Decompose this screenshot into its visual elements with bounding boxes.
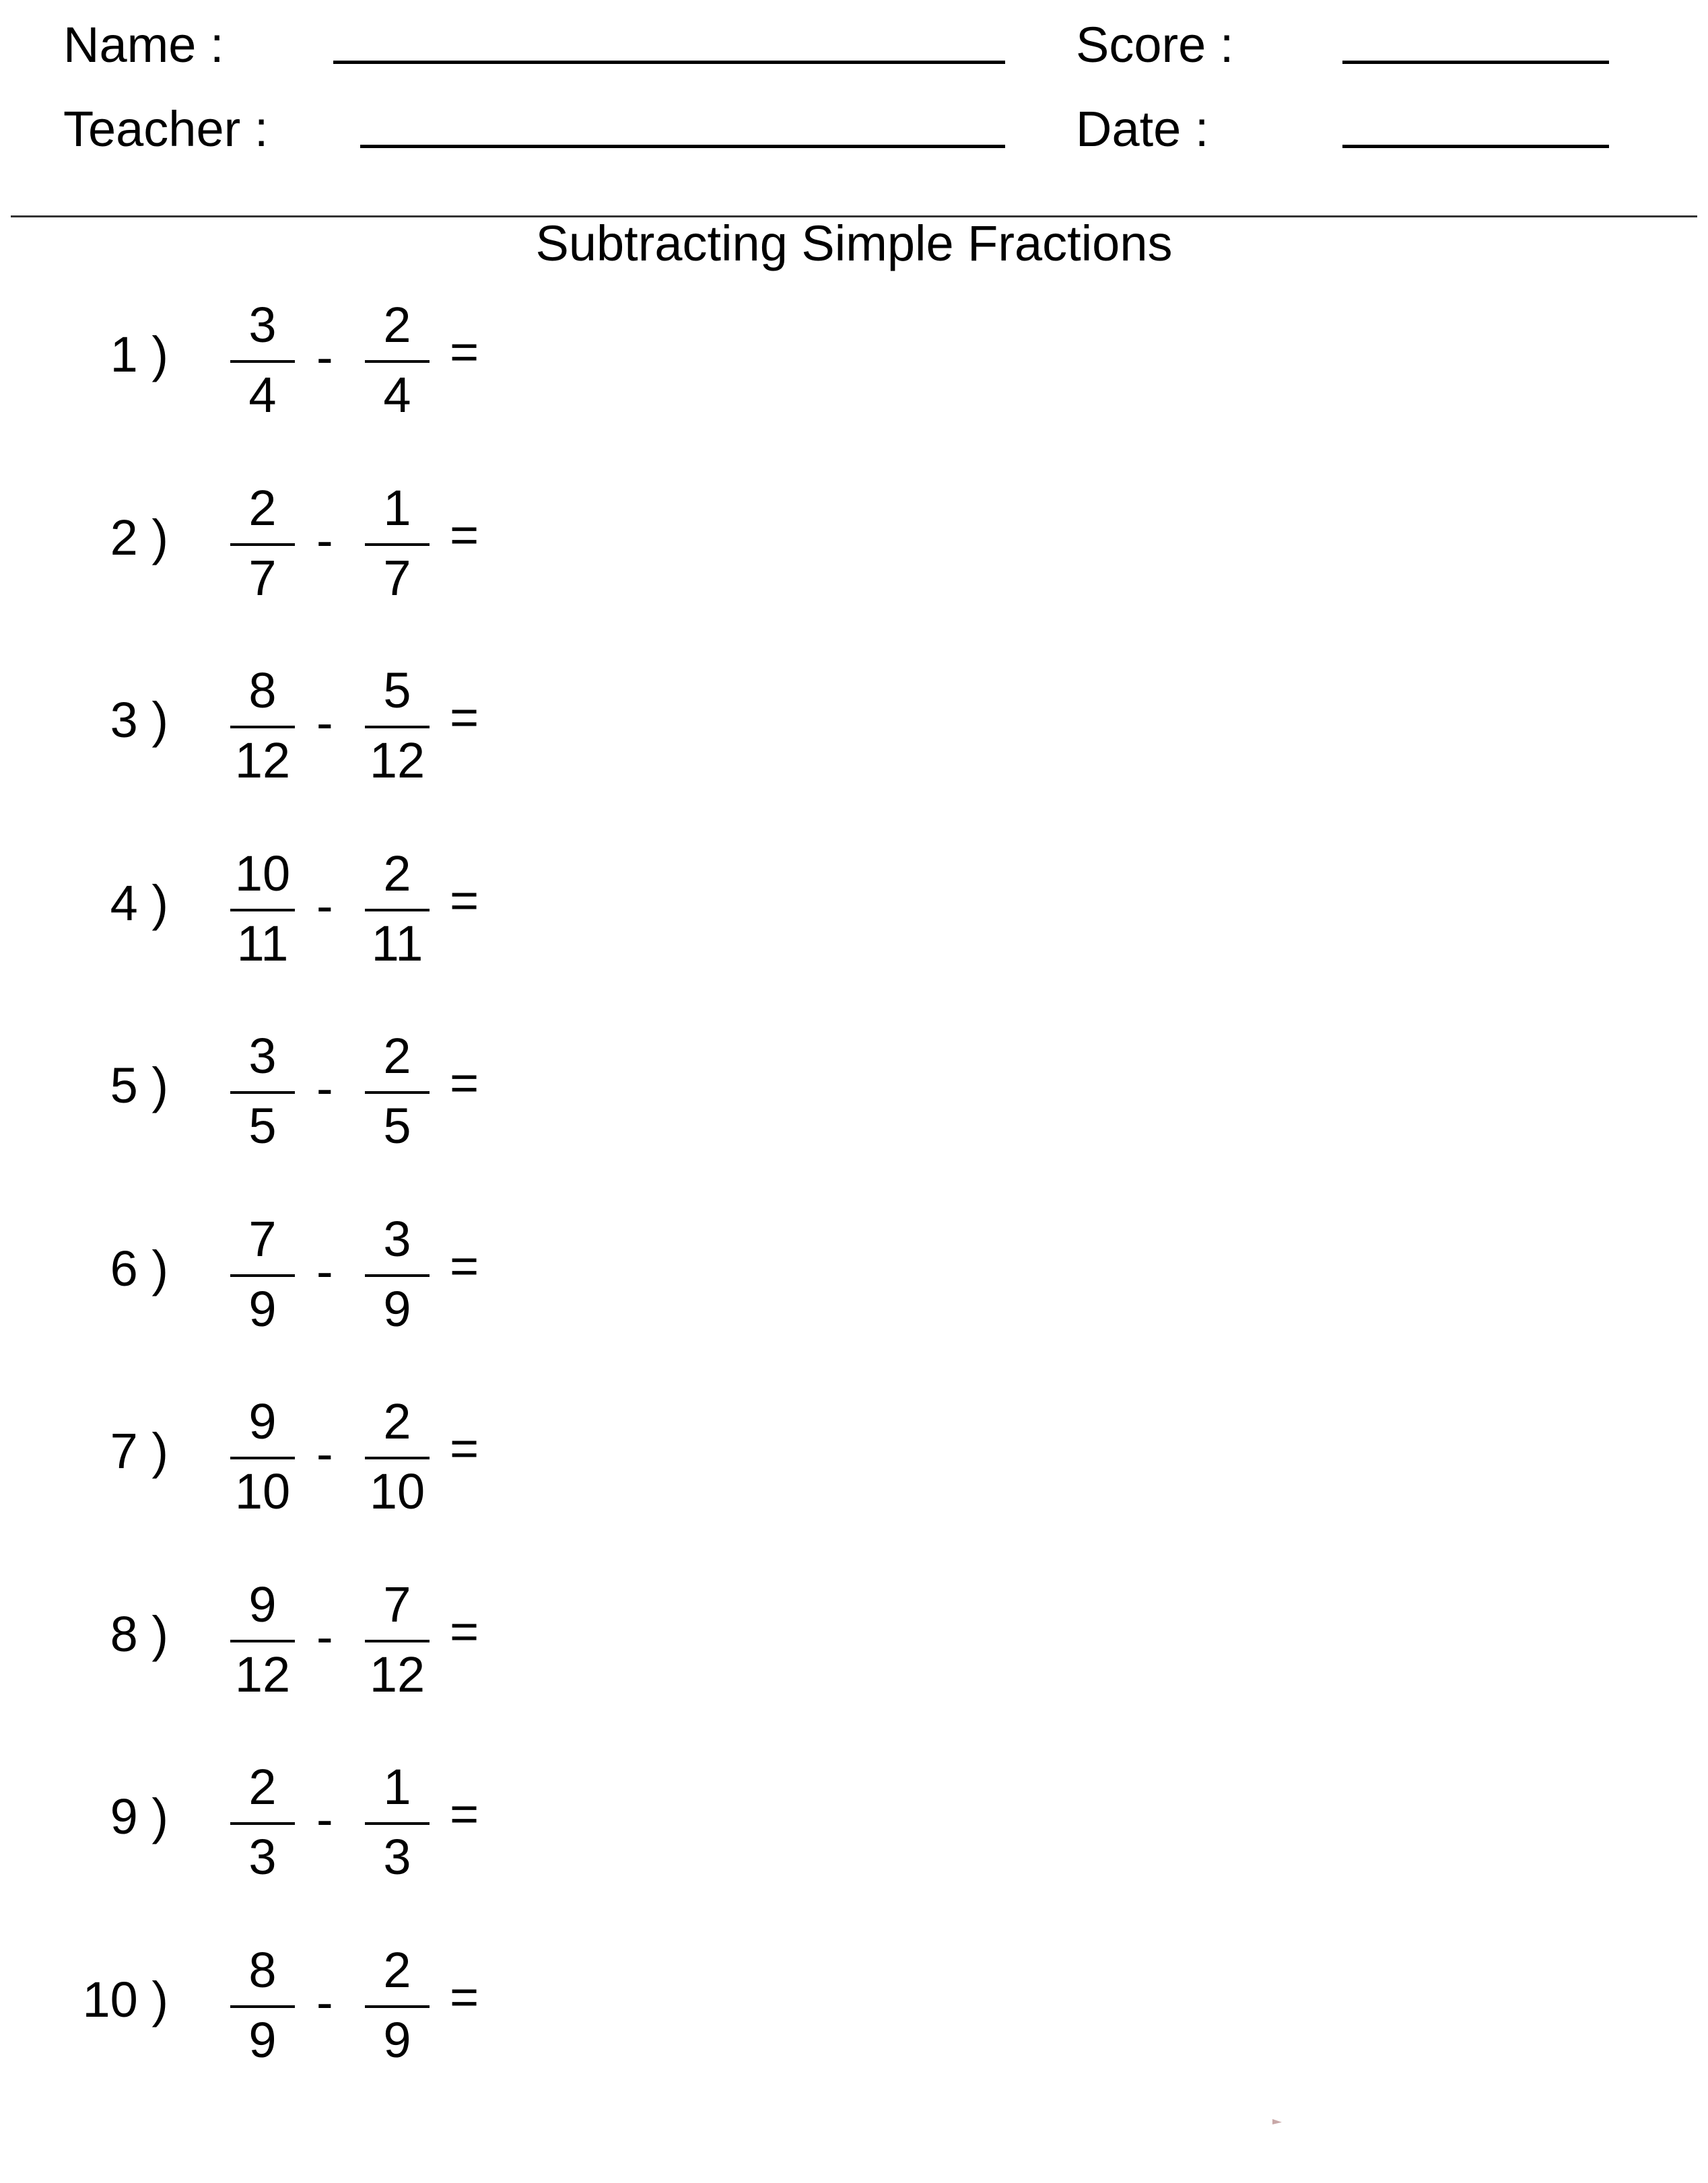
second-numerator: 2 xyxy=(383,1028,411,1084)
problem-number: 2 ) xyxy=(110,510,168,565)
minus-sign: - xyxy=(316,1243,333,1299)
second-fraction xyxy=(365,473,430,621)
second-denominator: 10 xyxy=(369,1463,425,1519)
minus-sign: - xyxy=(316,1426,333,1482)
first-numerator: 8 xyxy=(248,662,277,718)
second-denominator: 9 xyxy=(383,2012,411,2068)
problem-number: 3 ) xyxy=(110,692,168,748)
first-numerator: 9 xyxy=(248,1393,277,1449)
minus-sign: - xyxy=(316,512,333,568)
problem-row xyxy=(0,1569,606,1717)
problem-row xyxy=(0,1935,606,2083)
minus-sign: - xyxy=(316,1791,333,1847)
date-field-line[interactable] xyxy=(1342,145,1609,148)
first-denominator: 11 xyxy=(236,915,289,971)
second-fraction xyxy=(365,1569,430,1717)
score-label: Score : xyxy=(1076,17,1234,73)
minus-sign: - xyxy=(316,1060,333,1116)
first-fraction xyxy=(230,1204,295,1352)
equals-sign: = xyxy=(450,1603,479,1659)
first-fraction xyxy=(230,1752,295,1900)
date-label: Date : xyxy=(1076,101,1209,157)
first-fraction xyxy=(230,1569,295,1717)
problem-number: 7 ) xyxy=(110,1423,168,1479)
problem-row xyxy=(0,1386,606,1534)
first-numerator: 3 xyxy=(248,297,277,353)
minus-sign: - xyxy=(316,1609,333,1665)
fraction-bar xyxy=(365,360,430,363)
problem-number: 8 ) xyxy=(110,1606,168,1662)
second-fraction xyxy=(365,1935,430,2083)
fraction-bar xyxy=(230,1091,295,1094)
first-denominator: 4 xyxy=(248,367,277,423)
fraction-bar xyxy=(230,1822,295,1825)
problem-number: 10 ) xyxy=(82,1972,168,2028)
name-field-line[interactable] xyxy=(333,61,1005,64)
second-denominator: 9 xyxy=(383,1281,411,1337)
second-fraction xyxy=(365,289,430,438)
first-numerator: 10 xyxy=(234,845,291,901)
second-fraction xyxy=(365,838,430,986)
first-denominator: 9 xyxy=(248,1281,277,1337)
first-fraction xyxy=(230,1386,295,1534)
first-fraction xyxy=(230,289,295,438)
first-denominator: 7 xyxy=(248,550,277,606)
second-numerator: 2 xyxy=(383,297,411,353)
problem-number: 6 ) xyxy=(110,1241,168,1296)
equals-sign: = xyxy=(450,689,479,745)
problem-row xyxy=(0,1752,606,1900)
fraction-bar xyxy=(230,1640,295,1642)
worksheet-title: Subtracting Simple Fractions xyxy=(535,215,1173,271)
fraction-bar xyxy=(230,543,295,546)
problem-number: 9 ) xyxy=(110,1789,168,1844)
scan-speck xyxy=(1272,2119,1282,2124)
fraction-bar xyxy=(230,1274,295,1277)
problem-row xyxy=(0,289,606,438)
first-denominator: 5 xyxy=(248,1098,277,1154)
teacher-label: Teacher : xyxy=(63,101,269,157)
first-denominator: 9 xyxy=(248,2012,277,2068)
equals-sign: = xyxy=(450,507,479,563)
fraction-bar xyxy=(230,726,295,728)
fraction-bar xyxy=(230,909,295,911)
first-denominator: 12 xyxy=(234,732,291,788)
second-denominator: 7 xyxy=(383,550,411,606)
second-numerator: 5 xyxy=(383,662,411,718)
first-fraction xyxy=(230,655,295,803)
first-denominator: 10 xyxy=(234,1463,291,1519)
minus-sign: - xyxy=(316,1974,333,2030)
equals-sign: = xyxy=(450,1786,479,1842)
problem-row xyxy=(0,473,606,621)
fraction-bar xyxy=(365,1822,430,1825)
second-numerator: 2 xyxy=(383,845,411,901)
second-denominator: 12 xyxy=(369,732,425,788)
second-numerator: 1 xyxy=(383,480,411,536)
fraction-bar xyxy=(365,909,430,911)
first-denominator: 12 xyxy=(234,1647,291,1702)
fraction-bar xyxy=(365,2005,430,2008)
minus-sign: - xyxy=(316,878,333,934)
first-numerator: 7 xyxy=(248,1211,277,1267)
second-fraction xyxy=(365,655,430,803)
equals-sign: = xyxy=(450,1420,479,1476)
second-numerator: 1 xyxy=(383,1759,411,1815)
second-fraction xyxy=(365,1752,430,1900)
fraction-bar xyxy=(365,1274,430,1277)
first-numerator: 8 xyxy=(248,1942,277,1998)
first-numerator: 2 xyxy=(248,480,277,536)
fraction-bar xyxy=(230,1457,295,1459)
fraction-bar xyxy=(365,1457,430,1459)
problem-row xyxy=(0,838,606,986)
equals-sign: = xyxy=(450,1238,479,1294)
problem-number: 4 ) xyxy=(110,875,168,931)
first-numerator: 3 xyxy=(248,1028,277,1084)
problem-number: 1 ) xyxy=(110,326,168,382)
second-denominator: 11 xyxy=(371,915,423,971)
second-numerator: 2 xyxy=(383,1942,411,1998)
second-fraction xyxy=(365,1020,430,1169)
second-numerator: 2 xyxy=(383,1393,411,1449)
second-numerator: 3 xyxy=(383,1211,411,1267)
fraction-bar xyxy=(365,1091,430,1094)
equals-sign: = xyxy=(450,1055,479,1111)
equals-sign: = xyxy=(450,1969,479,2025)
problem-number: 5 ) xyxy=(110,1058,168,1113)
score-field-line[interactable] xyxy=(1342,61,1609,64)
second-numerator: 7 xyxy=(383,1576,411,1632)
fraction-bar xyxy=(365,543,430,546)
first-numerator: 2 xyxy=(248,1759,277,1815)
fraction-bar xyxy=(230,2005,295,2008)
equals-sign: = xyxy=(450,324,479,380)
second-denominator: 3 xyxy=(383,1829,411,1885)
second-denominator: 4 xyxy=(383,367,411,423)
first-denominator: 3 xyxy=(248,1829,277,1885)
first-fraction xyxy=(230,473,295,621)
equals-sign: = xyxy=(450,872,479,928)
second-denominator: 5 xyxy=(383,1098,411,1154)
fraction-bar xyxy=(365,726,430,728)
second-denominator: 12 xyxy=(369,1647,425,1702)
first-fraction xyxy=(230,1935,295,2083)
fraction-bar xyxy=(230,360,295,363)
minus-sign: - xyxy=(316,329,333,385)
problem-row xyxy=(0,1020,606,1169)
problem-row xyxy=(0,655,606,803)
first-numerator: 9 xyxy=(248,1576,277,1632)
fraction-bar xyxy=(365,1640,430,1642)
teacher-field-line[interactable] xyxy=(360,145,1005,148)
second-fraction xyxy=(365,1386,430,1534)
name-label: Name : xyxy=(63,17,224,73)
first-fraction xyxy=(230,838,295,986)
first-fraction xyxy=(230,1020,295,1169)
second-fraction xyxy=(365,1204,430,1352)
problem-row xyxy=(0,1204,606,1352)
minus-sign: - xyxy=(316,695,333,751)
